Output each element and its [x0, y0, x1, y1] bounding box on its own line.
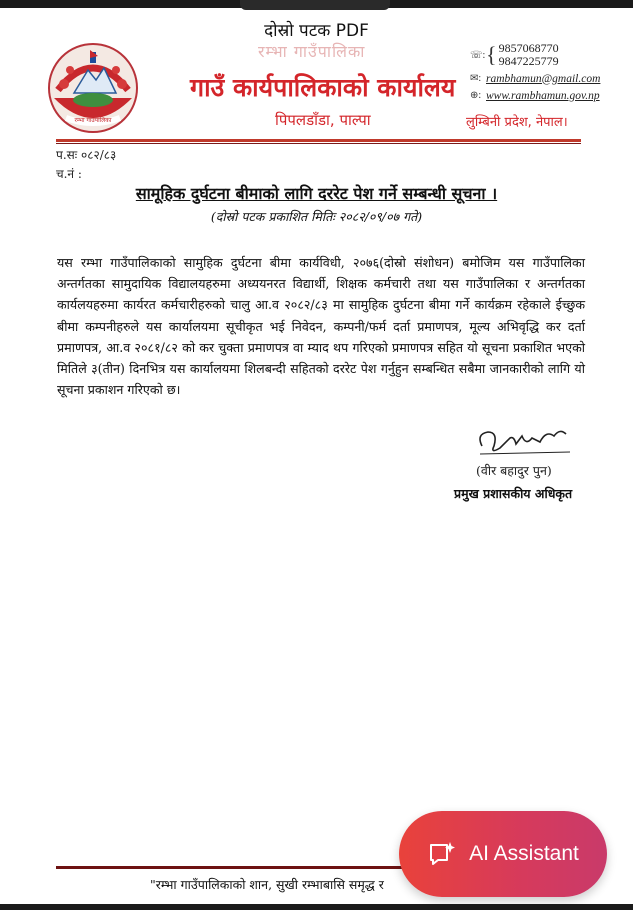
dispatch-number: च.नं :	[56, 167, 82, 181]
nepal-emblem-logo	[44, 38, 142, 134]
website-link[interactable]: www.rambhamun.gov.np	[486, 89, 600, 102]
notice-subject: सामूहिक दुर्घटना बीमाको लागि दररेट पेश गर्ने सम्बन्धी सूचना ।	[135, 184, 498, 203]
status-bar	[0, 0, 633, 8]
navigation-bar	[0, 904, 633, 910]
ai-assistant-button[interactable]	[399, 811, 607, 897]
phone-number-2: 9847225779	[498, 54, 559, 68]
office-address: पिपलडाँडा, पाल्पा	[275, 111, 371, 129]
reference-block	[56, 146, 116, 184]
office-watermark: रम्भा गाउँपालिका	[258, 42, 366, 61]
status-bar-notch	[240, 0, 390, 10]
document-title-banner: दोस्रो पटक PDF	[264, 21, 369, 41]
email-link[interactable]: rambhamun@gmail.com	[486, 72, 601, 85]
phone-icon: ☏:	[470, 49, 486, 61]
footer-slogan: "रम्भा गाउँपालिकाको शान, सुखी रम्भाबासि समृद्ध र	[150, 877, 384, 892]
phone-number-1: 9857068770	[498, 41, 559, 55]
ai-sparkle-chat-icon	[427, 839, 457, 869]
published-date: (दोस्रो पटक प्रकाशित मितिः २०८२/०९/०७ गते)	[210, 209, 423, 224]
header-divider	[56, 139, 581, 142]
contact-block	[470, 40, 600, 104]
office-title: गाउँ कार्यपालिकाको कार्यालय	[190, 73, 456, 102]
header-divider-thin	[56, 143, 581, 144]
signatory-name: (वीर बहादुर पुन)	[476, 463, 552, 478]
email-row	[470, 70, 600, 87]
ai-assistant-label: AI Assistant	[469, 842, 579, 865]
email-icon: ✉:	[470, 73, 482, 84]
phone-row	[470, 40, 600, 70]
website-row	[470, 87, 600, 104]
signatory-title: प्रमुख प्रशासकीय अधिकृत	[454, 486, 573, 501]
globe-icon: ⊕:	[470, 90, 482, 101]
brace-glyph: {	[486, 42, 497, 67]
province-label: लुम्बिनी प्रदेश, नेपाल।	[466, 115, 568, 130]
emblem-caption: रम्भा गाउँपालिका	[74, 117, 112, 124]
signature-image	[470, 416, 580, 460]
reference-number: प.सः ०८२/८३	[56, 148, 117, 162]
notice-body: यस रम्भा गाउँपालिकाको सामुहिक दुर्घटना बीमा कार्यविधी, २०७६(दोस्रो संशोधन) बमोजिम यस गाउँपालिका अन्तर्गतका सामुदायिक विद्यालयहरुमा अध्ययनरत विद्यार्थी, शिक्षक कर्मचारी तथा यस गाउँपालिका र अन्तर्गतका कार्यलयहरुमा कार्यरत कर्मचारीहरुको चालु आ.व २०८२/८३ मा सामुहिक दुर्घटना बीमा गर्ने कार्यक्रम रहेकाले ईच्छुक बीमा कम्पनीहरुले यस कार्यालयमा सूचीकृत भई निवेदन, कम्पनी/फर्म दर्ता प्रमाणपत्र, मूल्य अभिवृद्धि कर दर्ता प्रमाणपत्र, आ.व २०८१/८२ को कर चुक्ता प्रमाणपत्र वा म्याद थप गरिएको प्रमाणपत्र सहित यो सूचना प्रकाशित भएको मितिले ३(तीन) दिनभित्र यस कार्यालयमा शिलबन्दी सहितको दररेट पेश गर्नुहुन सम्बन्धित सबैमा जानकारीको लागि यो सूचना प्रकाशन गरिएको छ।	[57, 255, 585, 398]
